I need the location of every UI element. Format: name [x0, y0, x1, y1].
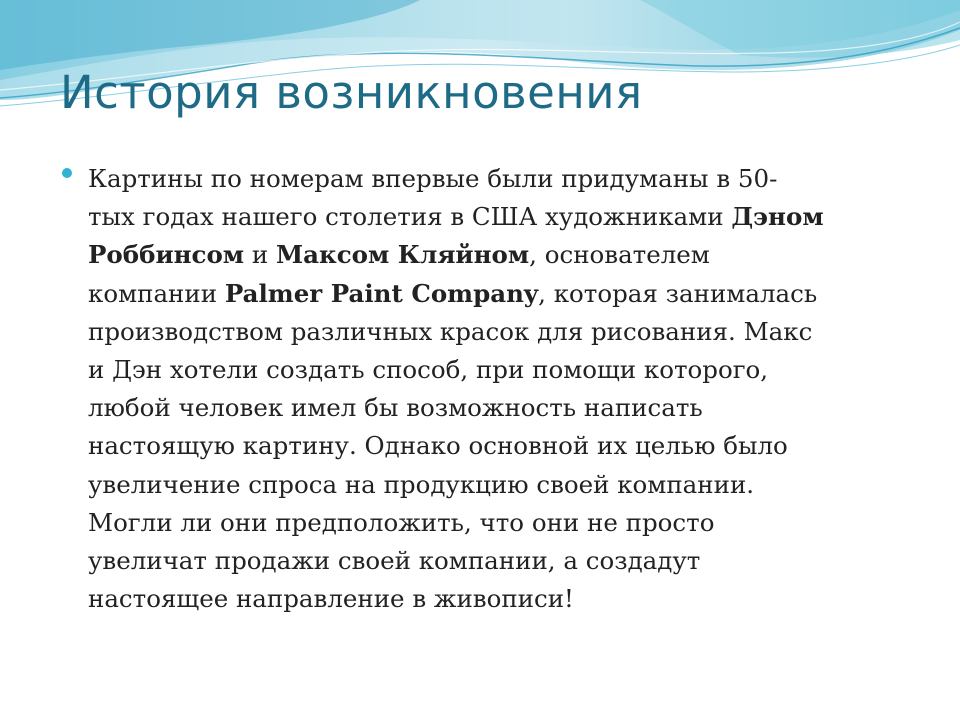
body-text: , основателем — [529, 240, 710, 270]
body-line — [88, 160, 908, 198]
body-text: Могли ли они предположить, что они не просто — [88, 507, 715, 537]
body-bold-text: Роббинсом — [88, 240, 245, 270]
body-text: компании — [88, 278, 225, 308]
body-text: увеличение спроса на продукцию своей компании. — [88, 469, 755, 499]
body-line — [88, 351, 908, 389]
body-text: , которая занималась — [538, 278, 818, 308]
body-text: и Дэн хотели создать способ, при помощи которого, — [88, 355, 769, 385]
body-text: любой человек имел бы возможность написать — [88, 393, 703, 423]
body-line — [88, 275, 908, 313]
body-line — [88, 466, 908, 504]
body-text: настоящее направление в живописи! — [88, 584, 574, 614]
body-bold-text: Palmer Paint Company — [224, 278, 539, 308]
body-line — [88, 198, 908, 236]
body-line — [88, 236, 908, 274]
body-text: увеличат продажи своей компании, а создадут — [88, 546, 701, 576]
body-bold-text: Максом Кляйном — [276, 240, 530, 270]
bullet-icon — [62, 168, 72, 178]
body-text: настоящую картину. Однако основной их целью было — [88, 431, 788, 461]
slide-body-text — [88, 160, 908, 618]
body-text: и — [244, 240, 276, 270]
body-text: производством различных красок для рисования. Макс — [88, 316, 813, 346]
body-line — [88, 542, 908, 580]
body-line — [88, 580, 908, 618]
body-bold-text: Дэном — [731, 202, 824, 232]
slide-title: История возникновения — [60, 66, 643, 119]
body-text: Картины по номерам впервые были придуманы в 50- — [88, 164, 778, 193]
body-text: тых годах нашего столетия в США художниками — [88, 202, 732, 232]
body-line — [88, 504, 908, 542]
body-line — [88, 389, 908, 427]
body-line — [88, 427, 908, 465]
body-line — [88, 313, 908, 351]
